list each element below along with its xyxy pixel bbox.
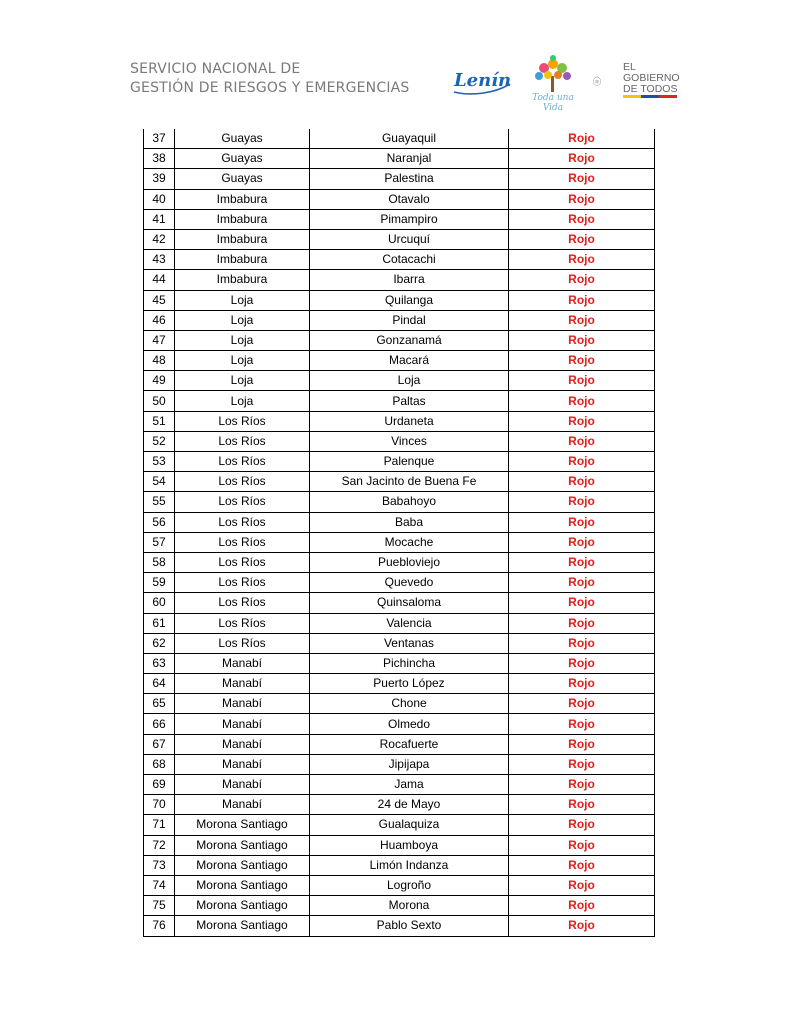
- alert-level-cell: Rojo: [509, 633, 655, 653]
- alert-level-cell: Rojo: [509, 875, 655, 895]
- province-cell: Loja: [175, 290, 310, 310]
- alert-level-cell: Rojo: [509, 754, 655, 774]
- canton-cell: Pindal: [310, 310, 509, 330]
- table-row: [144, 734, 655, 754]
- province-cell: Guayas: [175, 169, 310, 189]
- table-row: [144, 129, 655, 149]
- canton-cell: Urcuquí: [310, 229, 509, 249]
- canton-cell: Mocache: [310, 532, 509, 552]
- alert-level-cell: Rojo: [509, 734, 655, 754]
- row-number-cell: 50: [144, 391, 175, 411]
- province-cell: Los Ríos: [175, 532, 310, 552]
- government-logo-line-2: GOBIERNO: [623, 72, 680, 84]
- province-cell: Loja: [175, 330, 310, 350]
- province-cell: Los Ríos: [175, 552, 310, 572]
- table-row: [144, 330, 655, 350]
- alert-level-cell: Rojo: [509, 835, 655, 855]
- province-cell: Loja: [175, 371, 310, 391]
- row-number-cell: 69: [144, 775, 175, 795]
- lenin-logo-text: Lenín: [454, 70, 512, 91]
- alert-level-cell: Rojo: [509, 250, 655, 270]
- table-row: [144, 189, 655, 209]
- table-row: [144, 532, 655, 552]
- province-cell: Guayas: [175, 149, 310, 169]
- province-cell: Los Ríos: [175, 452, 310, 472]
- canton-cell: Cotacachi: [310, 250, 509, 270]
- canton-cell: Macará: [310, 351, 509, 371]
- row-number-cell: 63: [144, 653, 175, 673]
- table-row: [144, 815, 655, 835]
- alert-level-cell: Rojo: [509, 371, 655, 391]
- lenin-logo: [450, 62, 514, 102]
- canton-cell: Quevedo: [310, 573, 509, 593]
- table-row: [144, 573, 655, 593]
- canton-cell: 24 de Mayo: [310, 795, 509, 815]
- canton-cell: Babahoyo: [310, 492, 509, 512]
- canton-cell: Olmedo: [310, 714, 509, 734]
- table-row: [144, 633, 655, 653]
- canton-alert-table: [143, 129, 655, 937]
- alert-level-cell: Rojo: [509, 472, 655, 492]
- province-cell: Manabí: [175, 775, 310, 795]
- canton-cell: Jama: [310, 775, 509, 795]
- table-row: [144, 674, 655, 694]
- row-number-cell: 73: [144, 855, 175, 875]
- row-number-cell: 64: [144, 674, 175, 694]
- canton-cell: Quinsaloma: [310, 593, 509, 613]
- organization-name-line-1: SERVICIO NACIONAL DE: [130, 61, 301, 77]
- table-row: [144, 431, 655, 451]
- alert-level-cell: Rojo: [509, 795, 655, 815]
- table-row: [144, 310, 655, 330]
- canton-cell: Otavalo: [310, 189, 509, 209]
- alert-level-cell: Rojo: [509, 714, 655, 734]
- canton-cell: Jipijapa: [310, 754, 509, 774]
- row-number-cell: 57: [144, 532, 175, 552]
- canton-cell: Puerto López: [310, 674, 509, 694]
- alert-level-cell: Rojo: [509, 916, 655, 936]
- province-cell: Imbabura: [175, 229, 310, 249]
- row-number-cell: 74: [144, 875, 175, 895]
- row-number-cell: 75: [144, 896, 175, 916]
- row-number-cell: 46: [144, 310, 175, 330]
- alert-level-cell: Rojo: [509, 310, 655, 330]
- alert-level-cell: Rojo: [509, 613, 655, 633]
- province-cell: Los Ríos: [175, 633, 310, 653]
- table-body: [144, 129, 655, 936]
- table-row: [144, 795, 655, 815]
- canton-cell: Urdaneta: [310, 411, 509, 431]
- province-cell: Morona Santiago: [175, 835, 310, 855]
- table-row: [144, 149, 655, 169]
- alert-level-cell: Rojo: [509, 290, 655, 310]
- canton-cell: Palestina: [310, 169, 509, 189]
- government-logo-flag-stripe: [623, 95, 677, 98]
- province-cell: Morona Santiago: [175, 855, 310, 875]
- province-cell: Loja: [175, 310, 310, 330]
- alert-level-cell: Rojo: [509, 653, 655, 673]
- province-cell: Manabí: [175, 694, 310, 714]
- organization-name: [130, 60, 410, 98]
- canton-cell: Paltas: [310, 391, 509, 411]
- province-cell: Manabí: [175, 674, 310, 694]
- canton-cell: Ventanas: [310, 633, 509, 653]
- row-number-cell: 72: [144, 835, 175, 855]
- row-number-cell: 39: [144, 169, 175, 189]
- government-logo-line-1: EL: [623, 61, 636, 73]
- province-cell: Los Ríos: [175, 411, 310, 431]
- table-row: [144, 371, 655, 391]
- row-number-cell: 45: [144, 290, 175, 310]
- canton-cell: Vinces: [310, 431, 509, 451]
- row-number-cell: 48: [144, 351, 175, 371]
- table-row: [144, 209, 655, 229]
- table-row: [144, 653, 655, 673]
- row-number-cell: 41: [144, 209, 175, 229]
- province-cell: Guayas: [175, 129, 310, 149]
- row-number-cell: 66: [144, 714, 175, 734]
- canton-cell: Gonzanamá: [310, 330, 509, 350]
- table-row: [144, 229, 655, 249]
- alert-level-cell: Rojo: [509, 552, 655, 572]
- canton-cell: Chone: [310, 694, 509, 714]
- table-row: [144, 855, 655, 875]
- organization-name-line-2: GESTIÓN DE RIESGOS Y EMERGENCIAS: [130, 80, 410, 96]
- alert-level-cell: Rojo: [509, 129, 655, 149]
- province-cell: Los Ríos: [175, 512, 310, 532]
- canton-cell: San Jacinto de Buena Fe: [310, 472, 509, 492]
- alert-level-cell: Rojo: [509, 512, 655, 532]
- alert-level-cell: Rojo: [509, 351, 655, 371]
- canton-cell: Logroño: [310, 875, 509, 895]
- table-row: [144, 552, 655, 572]
- canton-cell: Puebloviejo: [310, 552, 509, 572]
- canton-cell: Rocafuerte: [310, 734, 509, 754]
- row-number-cell: 44: [144, 270, 175, 290]
- row-number-cell: 37: [144, 129, 175, 149]
- row-number-cell: 47: [144, 330, 175, 350]
- province-cell: Los Ríos: [175, 613, 310, 633]
- province-cell: Manabí: [175, 714, 310, 734]
- province-cell: Los Ríos: [175, 492, 310, 512]
- alert-level-cell: Rojo: [509, 149, 655, 169]
- table-row: [144, 472, 655, 492]
- table-row: [144, 250, 655, 270]
- table-row: [144, 452, 655, 472]
- canton-cell: Gualaquiza: [310, 815, 509, 835]
- canton-cell: Ibarra: [310, 270, 509, 290]
- ecuador-coat-of-arms-icon: [592, 62, 622, 102]
- alert-level-cell: Rojo: [509, 330, 655, 350]
- row-number-cell: 51: [144, 411, 175, 431]
- row-number-cell: 61: [144, 613, 175, 633]
- page-header: [0, 0, 800, 125]
- table-row: [144, 896, 655, 916]
- canton-cell: Morona: [310, 896, 509, 916]
- province-cell: Morona Santiago: [175, 875, 310, 895]
- alert-level-cell: Rojo: [509, 431, 655, 451]
- row-number-cell: 43: [144, 250, 175, 270]
- alert-level-cell: Rojo: [509, 391, 655, 411]
- canton-cell: Pablo Sexto: [310, 916, 509, 936]
- row-number-cell: 52: [144, 431, 175, 451]
- row-number-cell: 65: [144, 694, 175, 714]
- government-logo-line-3: DE TODOS: [623, 83, 678, 95]
- alert-level-cell: Rojo: [509, 492, 655, 512]
- province-cell: Manabí: [175, 795, 310, 815]
- province-cell: Loja: [175, 391, 310, 411]
- alert-level-cell: Rojo: [509, 815, 655, 835]
- province-cell: Manabí: [175, 653, 310, 673]
- alert-level-cell: Rojo: [509, 855, 655, 875]
- row-number-cell: 40: [144, 189, 175, 209]
- tree-logo-label: Toda una Vida: [532, 93, 574, 113]
- province-cell: Los Ríos: [175, 573, 310, 593]
- row-number-cell: 68: [144, 754, 175, 774]
- row-number-cell: 42: [144, 229, 175, 249]
- canton-cell: Baba: [310, 512, 509, 532]
- province-cell: Imbabura: [175, 270, 310, 290]
- table-row: [144, 290, 655, 310]
- alert-level-cell: Rojo: [509, 573, 655, 593]
- row-number-cell: 38: [144, 149, 175, 169]
- table-row: [144, 835, 655, 855]
- canton-cell: Quilanga: [310, 290, 509, 310]
- table-row: [144, 875, 655, 895]
- table-row: [144, 169, 655, 189]
- table-row: [144, 512, 655, 532]
- province-cell: Manabí: [175, 734, 310, 754]
- row-number-cell: 53: [144, 452, 175, 472]
- canton-cell: Loja: [310, 371, 509, 391]
- table-row: [144, 411, 655, 431]
- alert-level-cell: Rojo: [509, 189, 655, 209]
- alert-level-cell: Rojo: [509, 694, 655, 714]
- row-number-cell: 56: [144, 512, 175, 532]
- province-cell: Los Ríos: [175, 431, 310, 451]
- table-row: [144, 270, 655, 290]
- province-cell: Morona Santiago: [175, 916, 310, 936]
- table-row: [144, 916, 655, 936]
- row-number-cell: 54: [144, 472, 175, 492]
- row-number-cell: 67: [144, 734, 175, 754]
- table-row: [144, 613, 655, 633]
- canton-cell: Limón Indanza: [310, 855, 509, 875]
- province-cell: Imbabura: [175, 250, 310, 270]
- alert-level-cell: Rojo: [509, 593, 655, 613]
- table-row: [144, 391, 655, 411]
- canton-cell: Palenque: [310, 452, 509, 472]
- canton-cell: Pimampiro: [310, 209, 509, 229]
- canton-cell: Valencia: [310, 613, 509, 633]
- table-row: [144, 351, 655, 371]
- alert-level-cell: Rojo: [509, 775, 655, 795]
- table-row: [144, 492, 655, 512]
- province-cell: Manabí: [175, 754, 310, 774]
- canton-cell: Naranjal: [310, 149, 509, 169]
- province-cell: Los Ríos: [175, 593, 310, 613]
- alert-level-cell: Rojo: [509, 411, 655, 431]
- alert-level-cell: Rojo: [509, 209, 655, 229]
- row-number-cell: 62: [144, 633, 175, 653]
- province-cell: Imbabura: [175, 189, 310, 209]
- alert-level-cell: Rojo: [509, 532, 655, 552]
- province-cell: Loja: [175, 351, 310, 371]
- alert-level-cell: Rojo: [509, 270, 655, 290]
- table-row: [144, 714, 655, 734]
- table-row: [144, 754, 655, 774]
- table-row: [144, 593, 655, 613]
- row-number-cell: 58: [144, 552, 175, 572]
- province-cell: Los Ríos: [175, 472, 310, 492]
- alert-level-cell: Rojo: [509, 674, 655, 694]
- table-row: [144, 775, 655, 795]
- table-row: [144, 694, 655, 714]
- alert-level-cell: Rojo: [509, 452, 655, 472]
- row-number-cell: 71: [144, 815, 175, 835]
- row-number-cell: 60: [144, 593, 175, 613]
- row-number-cell: 70: [144, 795, 175, 815]
- row-number-cell: 49: [144, 371, 175, 391]
- province-cell: Imbabura: [175, 209, 310, 229]
- alert-level-cell: Rojo: [509, 896, 655, 916]
- canton-cell: Guayaquil: [310, 129, 509, 149]
- canton-cell: Huamboya: [310, 835, 509, 855]
- row-number-cell: 59: [144, 573, 175, 593]
- canton-cell: Pichincha: [310, 653, 509, 673]
- row-number-cell: 55: [144, 492, 175, 512]
- province-cell: Morona Santiago: [175, 815, 310, 835]
- row-number-cell: 76: [144, 916, 175, 936]
- province-cell: Morona Santiago: [175, 896, 310, 916]
- alert-level-cell: Rojo: [509, 229, 655, 249]
- alert-level-cell: Rojo: [509, 169, 655, 189]
- government-logo-text: [623, 62, 680, 95]
